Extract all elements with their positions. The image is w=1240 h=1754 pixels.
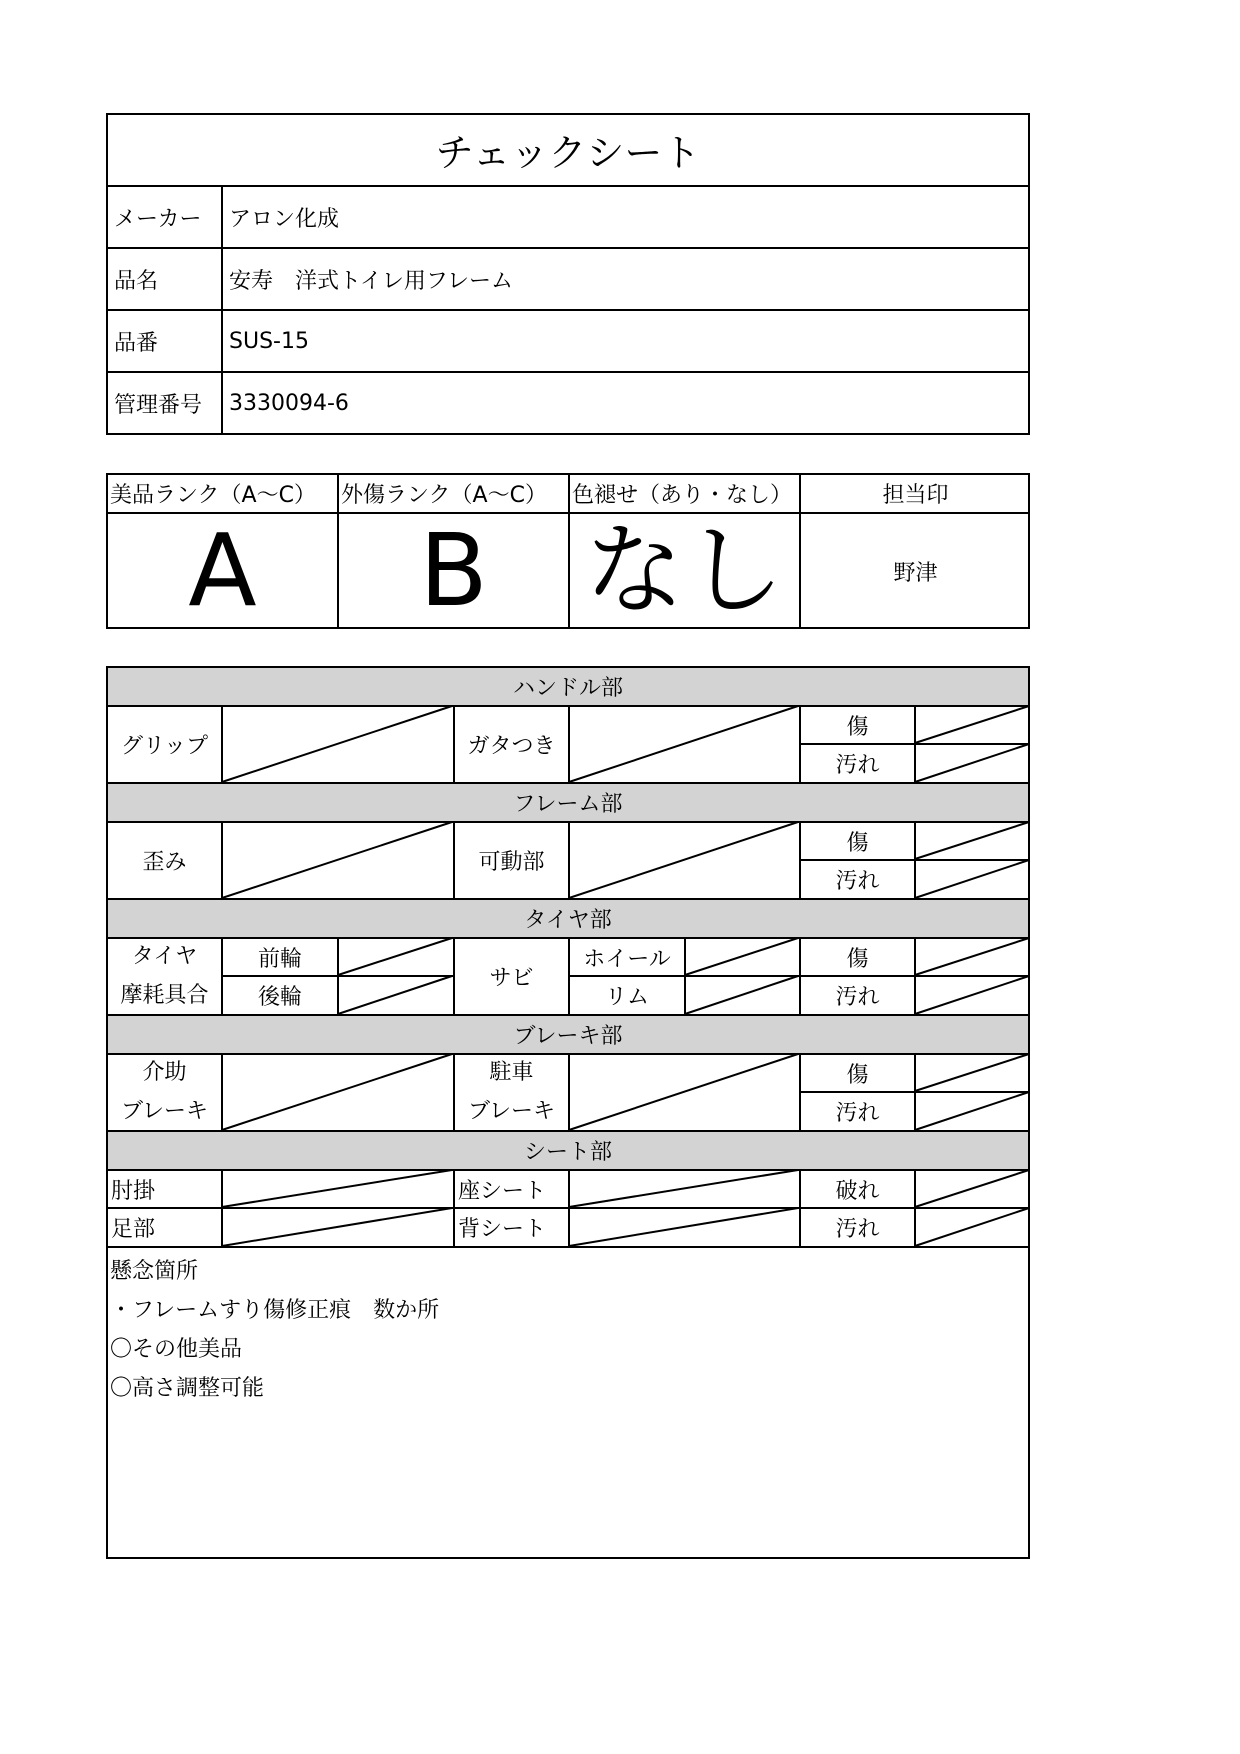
section-header-handle: ハンドル部 bbox=[108, 668, 1028, 705]
divider bbox=[568, 1170, 570, 1247]
parking-brake-label-line2: ブレーキ bbox=[467, 1098, 556, 1124]
frame-damage-label: 傷 bbox=[846, 830, 869, 856]
foot-label: 足部 bbox=[111, 1217, 156, 1242]
distortion-label: 歪み bbox=[142, 850, 187, 875]
divider bbox=[914, 706, 916, 783]
handle-damage-label: 傷 bbox=[846, 714, 869, 740]
fading-value: なし bbox=[584, 512, 785, 629]
tire-dirt-label: 汚れ bbox=[835, 985, 880, 1010]
divider bbox=[914, 1170, 916, 1247]
seat-sheet-label: 座シート bbox=[458, 1178, 547, 1204]
brake-dirt-label: 汚れ bbox=[835, 1101, 880, 1126]
brake-damage-label: 傷 bbox=[846, 1062, 869, 1088]
notes-line: 〇その他美品 bbox=[110, 1337, 243, 1362]
back-sheet-label: 背シート bbox=[458, 1217, 547, 1242]
divider bbox=[337, 938, 339, 1015]
section-header-brake: ブレーキ部 bbox=[108, 1016, 1028, 1053]
divider bbox=[568, 706, 570, 783]
seat-dirt-label: 汚れ bbox=[835, 1217, 880, 1242]
page-title: チェックシート bbox=[435, 131, 701, 175]
tire-damage-label: 傷 bbox=[846, 946, 869, 972]
notes-title: 懸念箇所 bbox=[110, 1259, 199, 1284]
tire-wear-label-line1: タイヤ bbox=[131, 944, 198, 969]
assist-brake-label bbox=[108, 1055, 221, 1130]
assist-brake-label-line1: 介助 bbox=[142, 1060, 187, 1085]
maker-label: メーカー bbox=[114, 206, 202, 232]
grip-label: グリップ bbox=[120, 734, 209, 759]
section-header-seat: シート部 bbox=[108, 1132, 1028, 1169]
divider bbox=[914, 822, 916, 899]
divider bbox=[221, 706, 223, 783]
armrest-label: 肘掛 bbox=[111, 1178, 156, 1204]
seat-tear-label: 破れ bbox=[835, 1178, 880, 1204]
product-name-value: 安寿 洋式トイレ用フレーム bbox=[229, 268, 514, 294]
section-header-frame: フレーム部 bbox=[108, 784, 1028, 821]
moving-part-label: 可動部 bbox=[478, 850, 545, 875]
divider bbox=[221, 822, 223, 899]
divider bbox=[568, 822, 570, 899]
maker-value: アロン化成 bbox=[229, 206, 340, 232]
fading-header: 色褪せ（あり・なし） bbox=[572, 483, 793, 508]
beauty-rank-value: A bbox=[188, 512, 257, 629]
notes-line: 〇高さ調整可能 bbox=[110, 1376, 265, 1401]
divider bbox=[914, 1054, 916, 1131]
wheel-label: ホイール bbox=[583, 946, 671, 972]
divider bbox=[914, 938, 916, 1015]
management-number-value: 3330094-6 bbox=[229, 390, 349, 416]
assist-brake-label-line2: ブレーキ bbox=[120, 1098, 209, 1124]
parking-brake-label bbox=[455, 1055, 568, 1130]
rear-wheel-label: 後輪 bbox=[257, 985, 302, 1010]
product-number-label: 品番 bbox=[114, 330, 159, 356]
parking-brake-label-line1: 駐車 bbox=[489, 1060, 534, 1085]
handle-dirt-label: 汚れ bbox=[835, 753, 880, 778]
inspector-stamp-value: 野津 bbox=[893, 560, 938, 586]
rim-label: リム bbox=[604, 985, 649, 1010]
damage-rank-header: 外傷ランク（A～C） bbox=[341, 483, 547, 508]
inspector-stamp-header: 担当印 bbox=[882, 483, 949, 508]
notes-section bbox=[110, 1252, 1010, 1552]
tire-wear-label bbox=[108, 939, 221, 1014]
management-number-label: 管理番号 bbox=[114, 392, 203, 418]
frame-dirt-label: 汚れ bbox=[835, 869, 880, 894]
divider bbox=[684, 938, 686, 1015]
notes-line: ・フレームすり傷修正痕 数か所 bbox=[110, 1298, 440, 1323]
divider bbox=[221, 1170, 223, 1247]
product-number-value: SUS-15 bbox=[229, 328, 309, 354]
tire-wear-label-line2: 摩耗具合 bbox=[120, 982, 209, 1008]
rust-label: サビ bbox=[489, 966, 534, 991]
divider bbox=[568, 1054, 570, 1131]
product-name-label: 品名 bbox=[114, 268, 159, 294]
damage-rank-value: B bbox=[419, 512, 488, 629]
wobble-label: ガタつき bbox=[467, 734, 556, 759]
divider bbox=[221, 1054, 223, 1131]
section-header-tire: タイヤ部 bbox=[108, 900, 1028, 937]
front-wheel-label: 前輪 bbox=[257, 946, 302, 972]
beauty-rank-header: 美品ランク（A～C） bbox=[110, 483, 316, 508]
